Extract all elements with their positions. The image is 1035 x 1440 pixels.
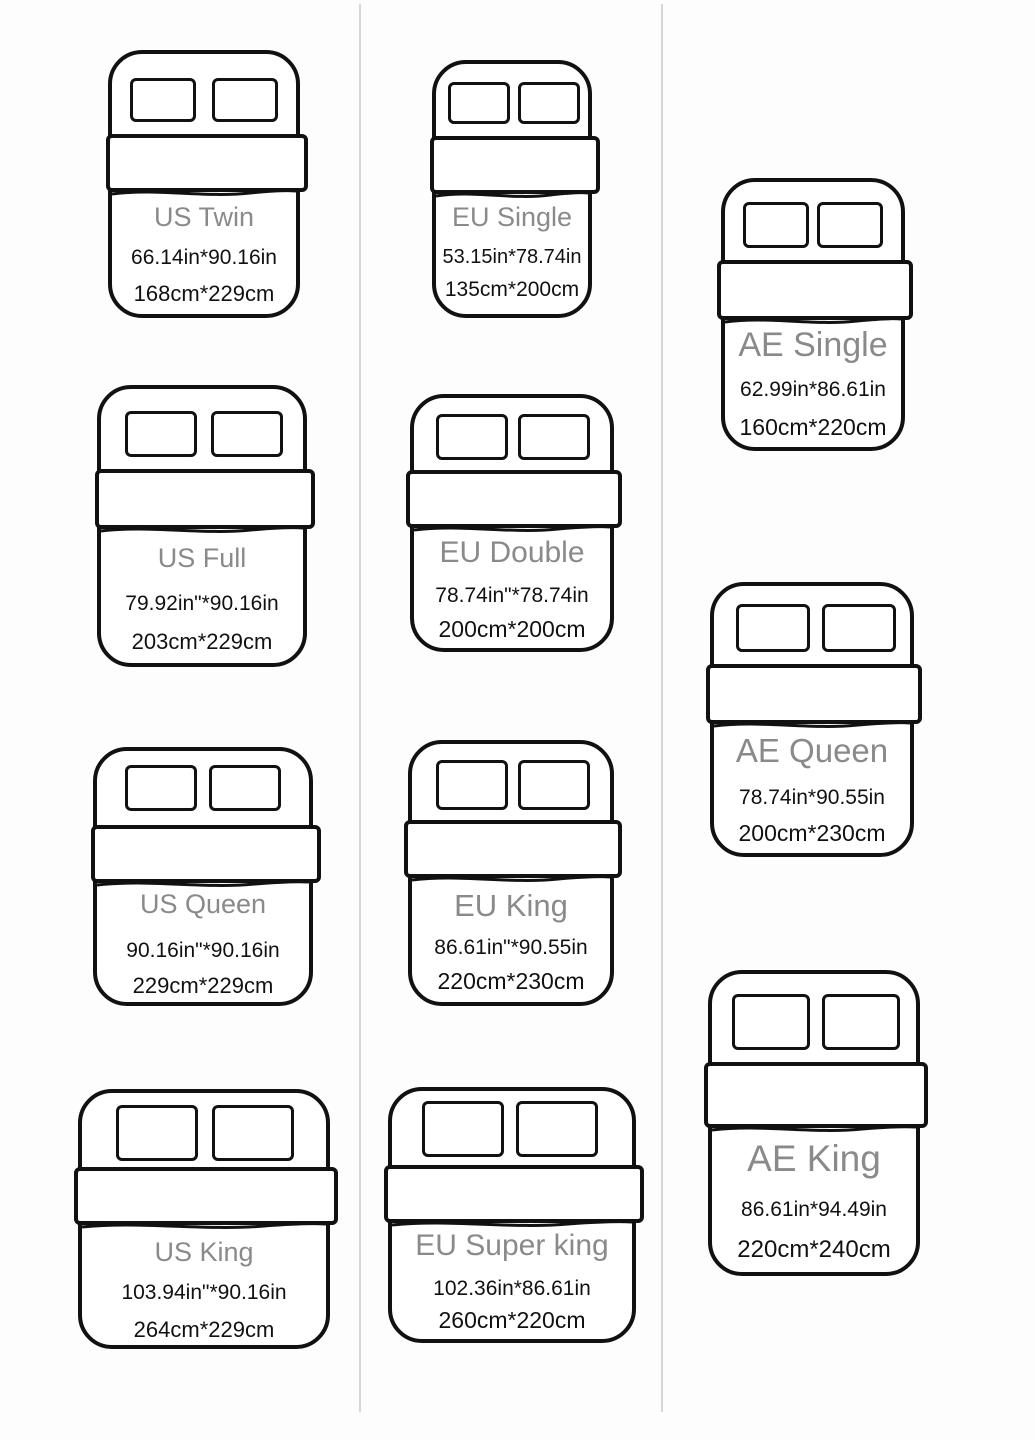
bed-ae-single (721, 178, 905, 451)
bed-size-label: EU Super king (415, 1229, 609, 1262)
pillow-icon (211, 411, 283, 457)
bed-us-queen (93, 747, 313, 1006)
pillow-icon (518, 760, 590, 810)
bed-size-cm: 220cm*240cm (737, 1236, 891, 1263)
blanket-fold (706, 664, 922, 724)
bed-size-label: AE King (747, 1138, 881, 1179)
bed-size-label: EU Single (451, 202, 573, 232)
blanket-wave (112, 188, 296, 200)
pillow-icon (822, 604, 896, 652)
pillow-icon (125, 411, 197, 457)
bed-size-cm: 168cm*229cm (133, 281, 275, 306)
blanket-fold (74, 1167, 338, 1225)
bed-size-inches: 62.99in*86.61in (740, 378, 886, 401)
bed-size-inches: 78.74in*90.55in (739, 786, 885, 809)
blanket-fold (404, 820, 622, 878)
pillow-icon (736, 604, 810, 652)
bed-size-inches: 103.94in"*90.16in (121, 1281, 287, 1304)
blanket-wave (412, 874, 610, 886)
blanket-fold (106, 134, 308, 192)
column-divider-left (359, 4, 361, 1412)
pillow-icon (448, 82, 510, 124)
bed-size-inches: 90.16in"*90.16in (126, 939, 280, 962)
blanket-fold (95, 469, 315, 529)
bed-size-label: US Queen (139, 889, 267, 919)
pillow-icon (436, 760, 508, 810)
bed-size-inches: 78.74in"*78.74in (435, 584, 589, 607)
pillow-icon (518, 414, 590, 460)
bed-size-inches: 102.36in*86.61in (433, 1277, 591, 1300)
column-divider-right (661, 4, 663, 1412)
bed-eu-double (410, 394, 614, 652)
blanket-wave (714, 720, 910, 732)
bed-us-full (97, 385, 307, 667)
pillow-icon (436, 414, 508, 460)
bed-size-inches: 53.15in*78.74in (442, 246, 582, 268)
pillow-icon (822, 994, 900, 1050)
pillow-icon (130, 78, 196, 122)
pillow-icon (125, 765, 197, 811)
bed-size-cm: 220cm*230cm (437, 968, 585, 994)
bed-size-label: AE Queen (735, 732, 889, 769)
bed-size-cm: 203cm*229cm (131, 629, 273, 654)
bed-size-label: EU King (454, 888, 568, 923)
blanket-fold (704, 1062, 928, 1128)
blanket-fold (91, 825, 321, 883)
bed-size-inches: 79.92in"*90.16in (125, 592, 279, 615)
bed-eu-super-king (388, 1087, 636, 1343)
bed-us-twin (108, 50, 300, 318)
pillow-icon (212, 1105, 294, 1161)
bed-ae-king (708, 970, 920, 1276)
blanket-wave (101, 525, 303, 537)
blanket-wave (436, 190, 588, 202)
bed-us-king (78, 1089, 330, 1349)
bed-size-cm: 160cm*220cm (739, 414, 887, 440)
bed-size-label: EU Double (439, 536, 585, 569)
bed-size-inches: 66.14in*90.16in (131, 246, 277, 269)
blanket-wave (414, 524, 610, 536)
pillow-icon (116, 1105, 198, 1161)
bed-size-cm: 135cm*200cm (444, 278, 580, 301)
blanket-wave (82, 1221, 326, 1233)
bed-size-cm: 200cm*200cm (438, 616, 586, 642)
blanket-wave (712, 1124, 916, 1136)
pillow-icon (212, 78, 278, 122)
pillow-icon (743, 202, 809, 248)
pillow-icon (518, 82, 580, 124)
bed-size-cm: 264cm*229cm (133, 1317, 275, 1342)
bed-size-inches: 86.61in"*90.55in (434, 936, 588, 959)
bed-size-cm: 229cm*229cm (132, 973, 274, 998)
pillow-icon (732, 994, 810, 1050)
bed-size-label: US Twin (153, 202, 255, 232)
pillow-icon (817, 202, 883, 248)
bed-size-cm: 200cm*230cm (738, 820, 886, 846)
bed-eu-single (432, 60, 592, 318)
blanket-fold (406, 470, 622, 528)
pillow-icon (422, 1101, 504, 1157)
blanket-fold (717, 260, 913, 320)
bed-size-inches: 86.61in*94.49in (741, 1198, 887, 1221)
pillow-icon (516, 1101, 598, 1157)
blanket-fold (430, 136, 600, 194)
pillow-icon (209, 765, 281, 811)
bed-size-label: US Full (157, 543, 247, 573)
bed-ae-queen (710, 582, 914, 857)
bed-size-cm: 260cm*220cm (438, 1307, 586, 1333)
blanket-fold (384, 1165, 644, 1223)
bed-eu-king (408, 740, 614, 1006)
bed-size-label: AE Single (738, 326, 888, 364)
bed-size-label: US King (154, 1237, 254, 1267)
